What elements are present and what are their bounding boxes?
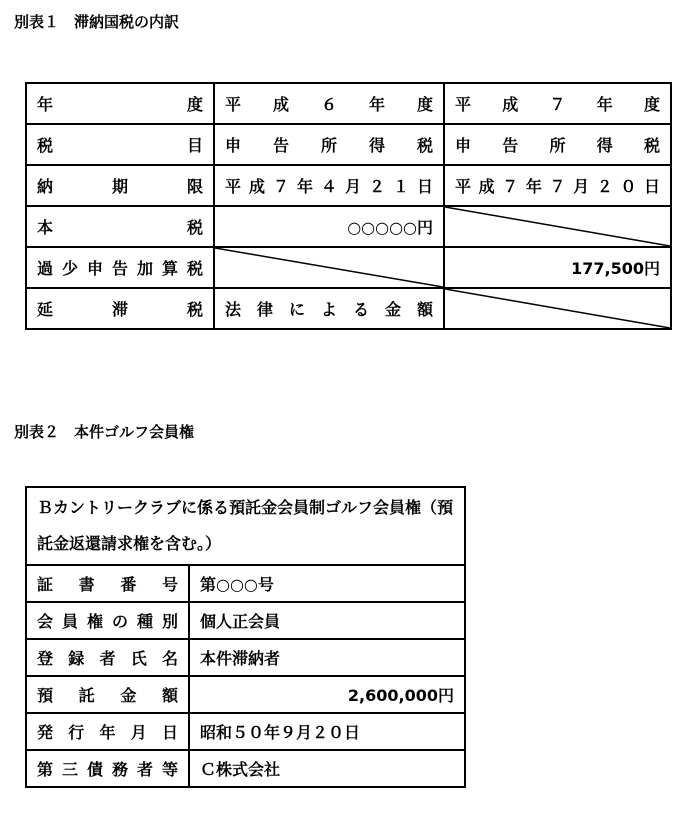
table-row: [26, 565, 465, 602]
cell-deposit-amount: 2,600,000円: [189, 676, 465, 713]
row-label-principal-tax: 本 税: [26, 206, 214, 247]
table-row: [26, 124, 671, 165]
cell-delinquency-tax-1: 法律による金額: [214, 288, 444, 329]
table-row: [26, 676, 465, 713]
row-label-deposit-amount: 預託金額: [26, 676, 189, 713]
cell-tax-item-1: 申告所得税: [214, 124, 444, 165]
row-label-certificate-number: 証書番号: [26, 565, 189, 602]
cell-principal-tax-2-empty: [444, 206, 671, 247]
row-label-tax-item: 税 目: [26, 124, 214, 165]
cell-third-party-debtor: Ｃ株式会社: [189, 750, 465, 787]
table-row: [26, 206, 671, 247]
table-row: [26, 247, 671, 288]
cell-registrant-name: 本件滞納者: [189, 639, 465, 676]
cell-certificate-number: 第○○○号: [189, 565, 465, 602]
row-label-due-date: 納期限: [26, 165, 214, 206]
table-row: [26, 487, 465, 565]
cell-due-date-1: 平成７年４月２１日: [214, 165, 444, 206]
row-label-delinquency-tax: 延滞税: [26, 288, 214, 329]
cell-fiscal-year-1: 平成６年度: [214, 83, 444, 124]
cell-membership-type: 個人正会員: [189, 602, 465, 639]
row-label-registrant-name: 登録者氏名: [26, 639, 189, 676]
table2-heading: 別表２ 本件ゴルフ会員権: [14, 423, 195, 441]
cell-principal-tax-1: ○○○○○円: [214, 206, 444, 247]
cell-due-date-2: 平成７年７月２０日: [444, 165, 671, 206]
delinquent-tax-breakdown-table: [25, 82, 672, 330]
table-row: [26, 750, 465, 787]
table1-heading: 別表１ 滞納国税の内訳: [14, 13, 180, 31]
table-row: [26, 288, 671, 329]
cell-tax-item-2: 申告所得税: [444, 124, 671, 165]
membership-description: Ｂカントリークラブに係る預託金会員制ゴルフ会員権（預託金返還請求権を含む。）: [26, 487, 465, 565]
row-label-fiscal-year: 年 度: [26, 83, 214, 124]
row-label-membership-type: 会員権の種別: [26, 602, 189, 639]
table-row: [26, 165, 671, 206]
cell-underreporting-penalty-2: 177,500円: [444, 247, 671, 288]
row-label-underreporting-penalty: 過少申告加算税: [26, 247, 214, 288]
table-row: [26, 83, 671, 124]
row-label-third-party-debtor: 第三債務者等: [26, 750, 189, 787]
cell-issue-date: 昭和５０年９月２０日: [189, 713, 465, 750]
cell-underreporting-penalty-1-empty: [214, 247, 444, 288]
table-row: [26, 713, 465, 750]
cell-fiscal-year-2: 平成７年度: [444, 83, 671, 124]
row-label-issue-date: 発行年月日: [26, 713, 189, 750]
golf-membership-table: [25, 486, 466, 788]
table-row: [26, 639, 465, 676]
cell-delinquency-tax-2-empty: [444, 288, 671, 329]
table-row: [26, 602, 465, 639]
